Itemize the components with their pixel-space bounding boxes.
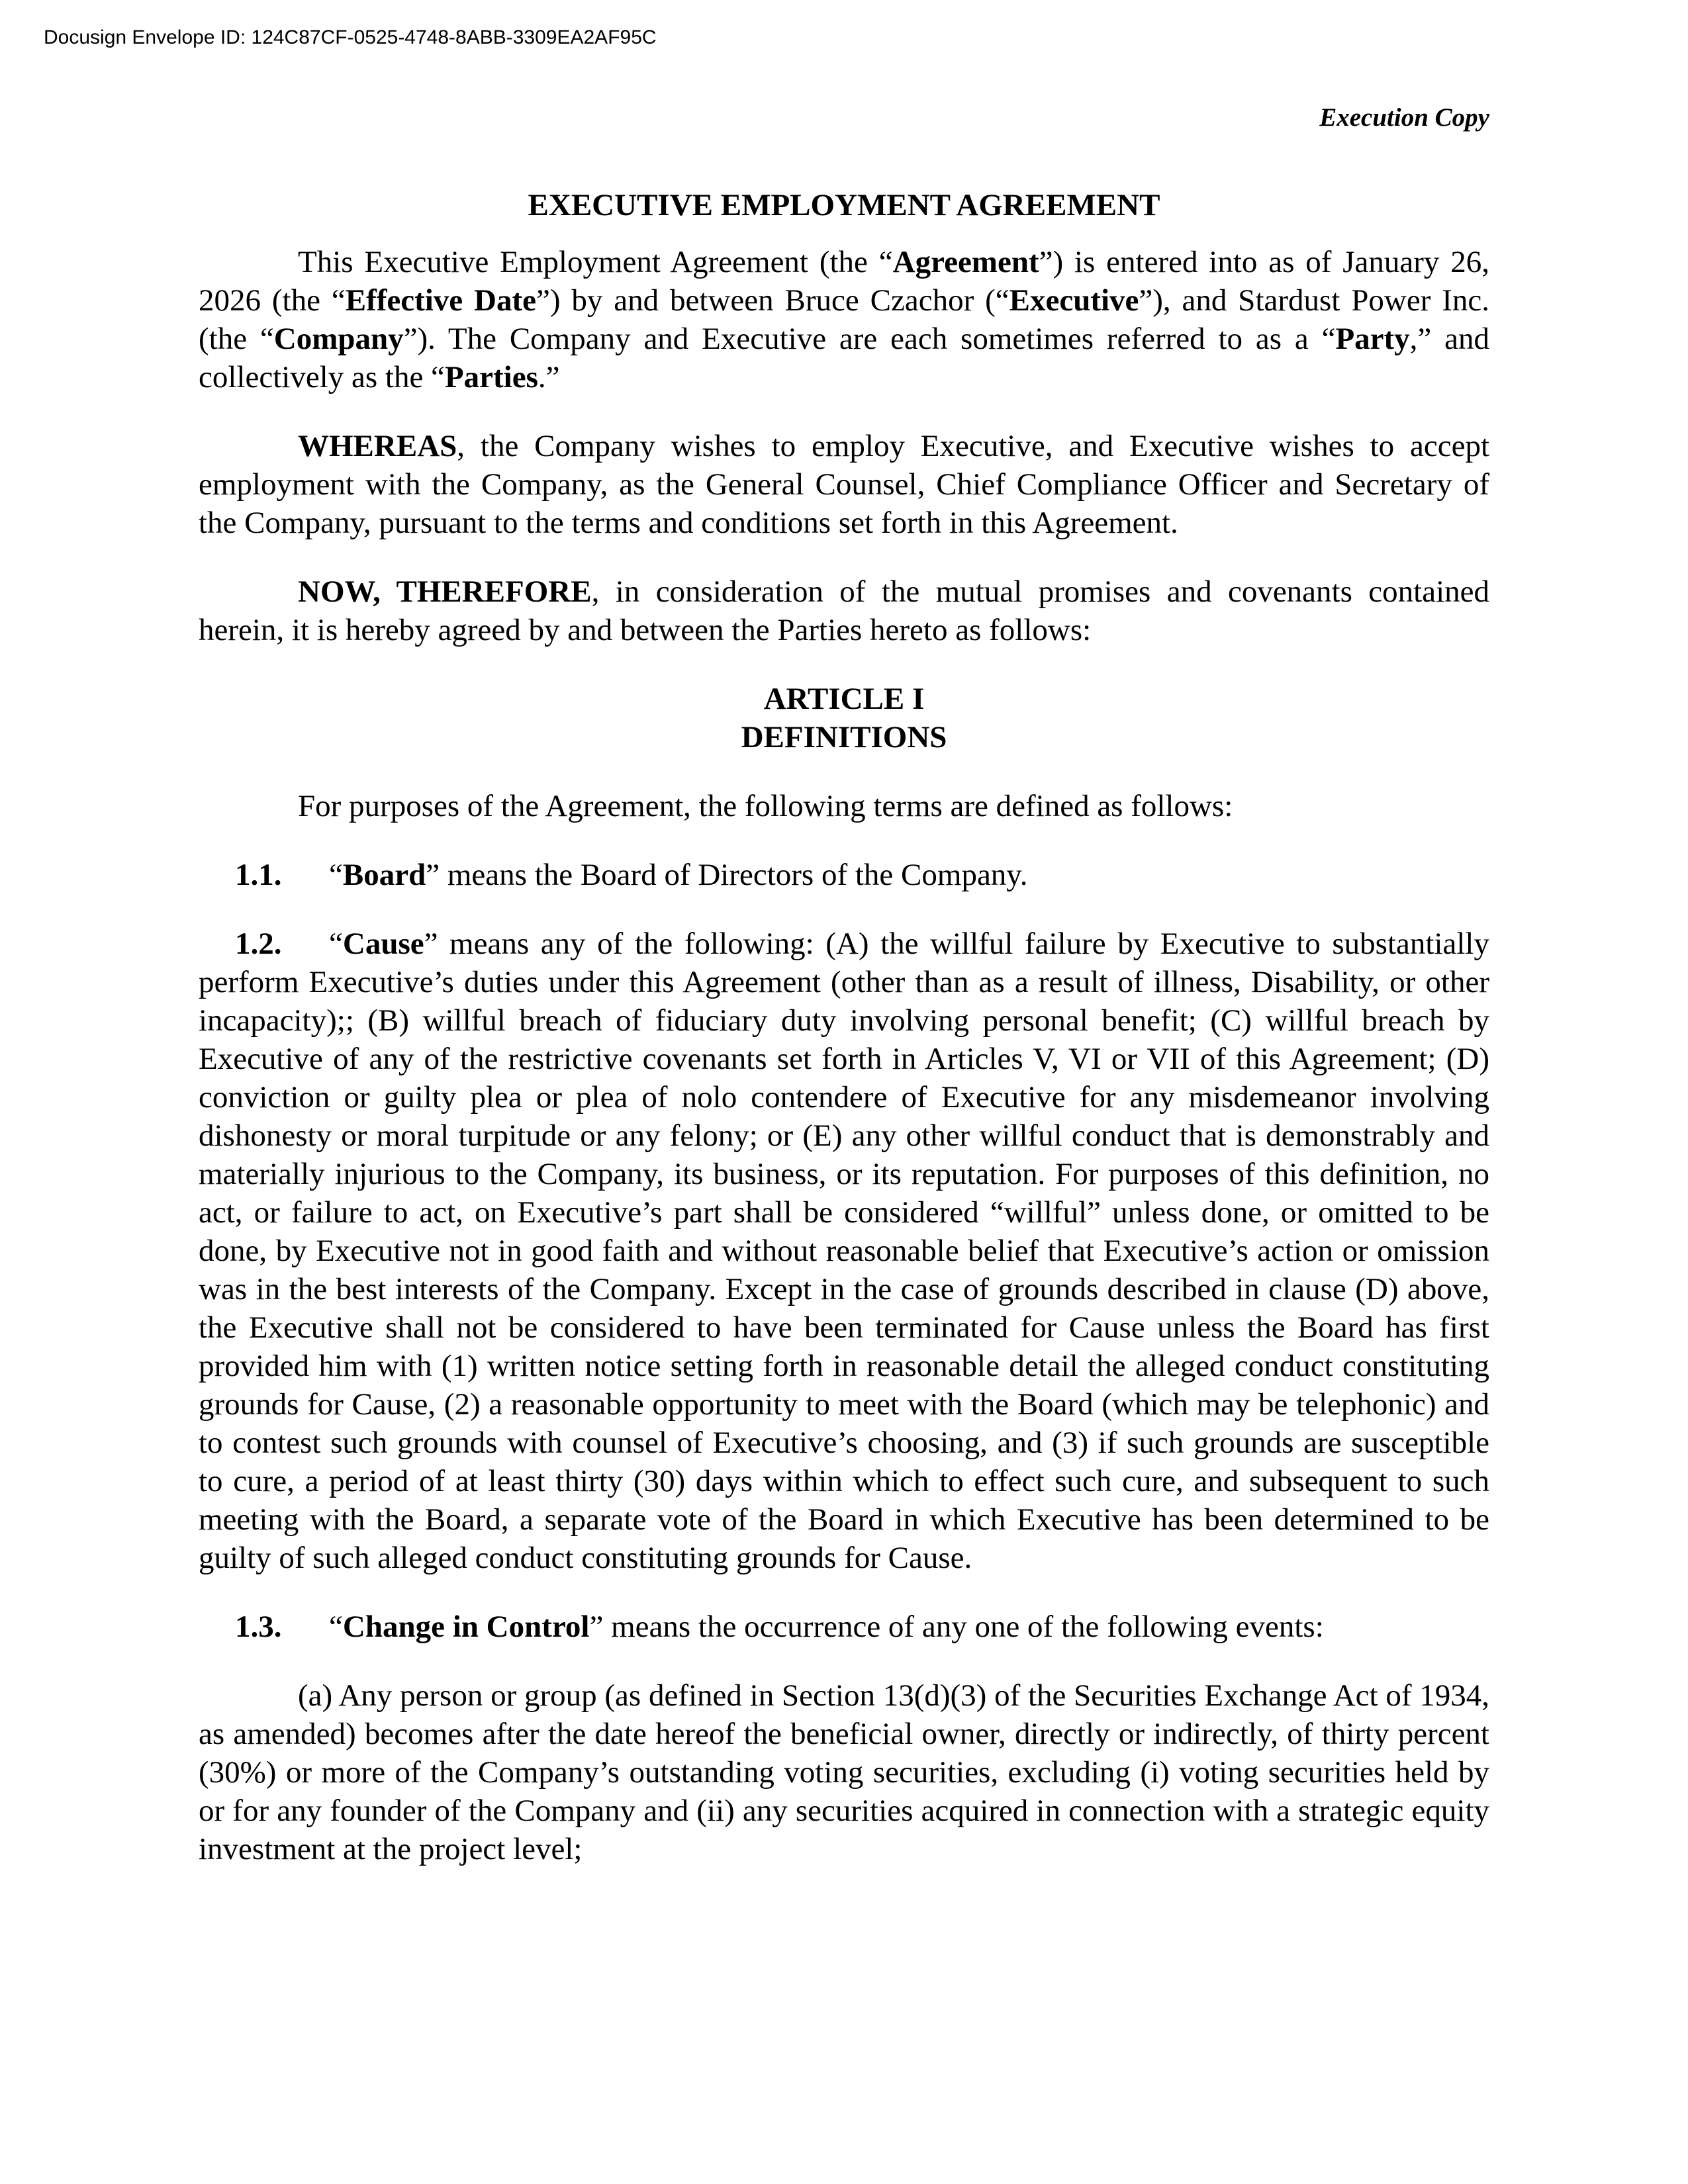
whereas-paragraph: WHEREAS, the Company wishes to employ Executive, and Executive wishes to accept employment with the Company, as the General Counsel, Chief Compliance Officer and Secretary of the Company, pursuant to the terms and conditions set forth in this Agreement. (199, 429, 1489, 540)
definition-number: 1.3. (235, 1610, 282, 1644)
intro-paragraph: This Executive Employment Agreement (the “Agreement”) is entered into as of January 26, 2026 (the “Effective Date”) by and between Bruce Czachor (“Executive”), and Stardust Power Inc. (the “Company”). The Company and Executive are each sometimes referred to as a “Party,” and collectively as the “Parties.” (199, 245, 1489, 394)
article-name: DEFINITIONS (741, 720, 947, 754)
definition-change-in-control: 1.3. “Change in Control” means the occurrence of any one of the following events: (199, 1608, 1489, 1646)
now-therefore-paragraph: NOW, THEREFORE, in consideration of the mutual promises and covenants contained herein, it is hereby agreed by and between the Parties hereto as follows: (199, 574, 1489, 647)
document-title: EXECUTIVE EMPLOYMENT AGREEMENT (528, 188, 1160, 222)
article-number: ARTICLE I (763, 682, 925, 716)
document-page (199, 86, 1489, 1868)
definition-number: 1.2. (235, 927, 282, 961)
execution-copy-label: Execution Copy (1319, 103, 1489, 132)
definition-cause: 1.2. “Cause” means any of the following: (A) the willful failure by Executive to substantially perform Executive’s duties under this Agreement (other than as a result of illness, Disability, or other incapacity);; (B) willful breach of fiduciary duty involving personal benefit; (C) willful breach by Executive of any of the restrictive covenants set forth in Articles V, VI or VII of this Agreement; (D) conviction or guilty plea or plea of nolo contendere of Executive for any misdemeanor involving dishonesty or moral turpitude or any felony; or (E) any other willful conduct that is demonstrably and materially injurious to the Company, its business, or its reputation. For purposes of this definition, no act, or failure to act, on Executive’s part shall be considered “willful” unless done, or omitted to be done, by Executive not in good faith and without reasonable belief that Executive’s action or omission was in the best interests of the Company. Except in the case of grounds described in clause (D) above, the Executive shall not be considered to have been terminated for Cause unless the Board has first provided him with (1) written notice setting forth in reasonable detail the alleged conduct constituting grounds for Cause, (2) a reasonable opportunity to meet with the Board (which may be telephonic) and to contest such grounds with counsel of Executive’s choosing, and (3) if such grounds are susceptible to cure, a period of at least thirty (30) days within which to effect such cure, and subsequent to such meeting with the Board, a separate vote of the Board in which Executive has been determined to be guilty of such alleged conduct constituting grounds for Cause. (199, 925, 1489, 1577)
definition-number: 1.1. (235, 858, 282, 892)
subclause-a: (a) Any person or group (as defined in Section 13(d)(3) of the Securities Exchange Act of 1934, as amended) becomes after the date hereof the beneficial owner, directly or indirectly, of thirty percent (30%) or more of the Company’s outstanding voting securities, excluding (i) voting securities held by or for any founder of the Company and (ii) any securities acquired in connection with a strategic equity investment at the project level; (199, 1678, 1489, 1866)
definition-board: 1.1. “Board” means the Board of Directors of the Company. (199, 856, 1489, 894)
definitions-intro: For purposes of the Agreement, the following terms are defined as follows: (298, 789, 1233, 823)
docusign-envelope-id: Docusign Envelope ID: 124C87CF-0525-4748-8ABB-3309EA2AF95C (44, 26, 657, 48)
